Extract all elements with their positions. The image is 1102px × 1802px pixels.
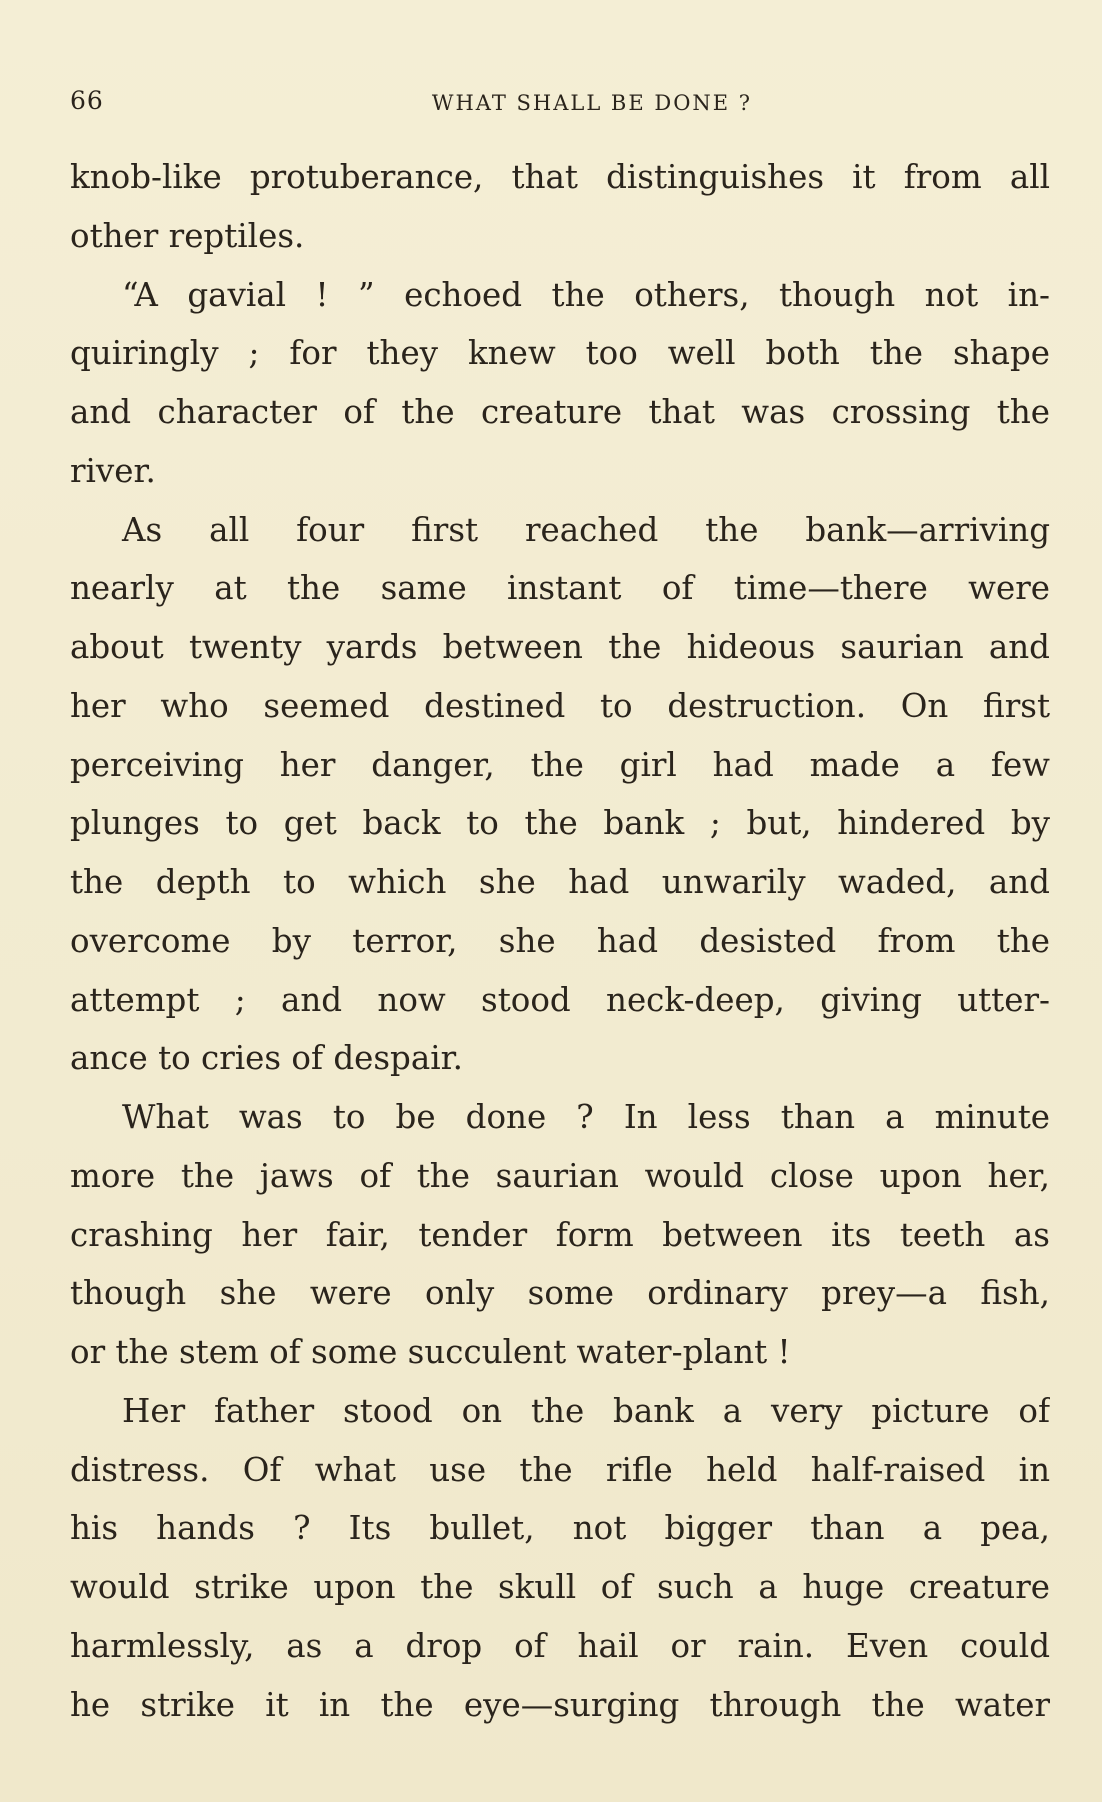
- text-line: Her father stood on the bank a very picture of: [122, 1391, 1050, 1430]
- text-line: “A gavial ! ” echoed the others, though not in-: [122, 275, 1050, 314]
- body-text: [70, 148, 1050, 1734]
- text-line: As all four first reached the bank—arriving: [122, 510, 1050, 549]
- text-line: What was to be done ? In less than a minute: [122, 1098, 1050, 1136]
- text-line: overcome by terror, she had desisted from the: [70, 921, 1050, 960]
- running-head: WHAT SHALL BE DONE ?: [431, 91, 753, 115]
- page-header: [70, 84, 1054, 118]
- text-line: about twenty yards between the hideous saurian and: [70, 628, 1050, 666]
- text-line: her who seemed destined to destruction. On first: [70, 686, 1050, 725]
- text-line: plunges to get back to the bank ; but, hindered by: [70, 804, 1050, 843]
- text-line: perceiving her danger, the girl had made a few: [70, 745, 1050, 784]
- text-line: his hands ? Its bullet, not bigger than a pea,: [70, 1509, 1050, 1548]
- text-line: he strike it in the eye—surging through the water: [70, 1685, 1050, 1724]
- text-line: would strike upon the skull of such a huge creature: [70, 1568, 1050, 1606]
- text-line: attempt ; and now stood neck-deep, giving utter-: [70, 980, 1050, 1019]
- text-line: or the stem of some succulent water-plant !: [70, 1333, 791, 1371]
- text-line: distress. Of what use the rifle held half-raised in: [70, 1450, 1050, 1489]
- text-line: quiringly ; for they knew too well both the shape: [70, 334, 1050, 373]
- text-line: knob-like protuberance, that distinguishes it from all: [70, 158, 1050, 196]
- text-line: nearly at the same instant of time—there were: [70, 569, 1050, 608]
- text-line: crashing her fair, tender form between its teeth as: [70, 1215, 1050, 1254]
- page-number: 66: [70, 86, 104, 115]
- text-line: and character of the creature that was crossing the: [70, 393, 1050, 431]
- text-line: other reptiles.: [70, 216, 305, 255]
- text-line: more the jaws of the saurian would close upon her,: [70, 1156, 1050, 1195]
- text-line: ance to cries of despair.: [70, 1039, 463, 1078]
- text-line: the depth to which she had unwarily waded, and: [70, 863, 1050, 901]
- text-line: river.: [70, 451, 156, 490]
- text-line: though she were only some ordinary prey—a fish,: [70, 1274, 1050, 1313]
- text-line: harmlessly, as a drop of hail or rain. Even could: [70, 1626, 1050, 1665]
